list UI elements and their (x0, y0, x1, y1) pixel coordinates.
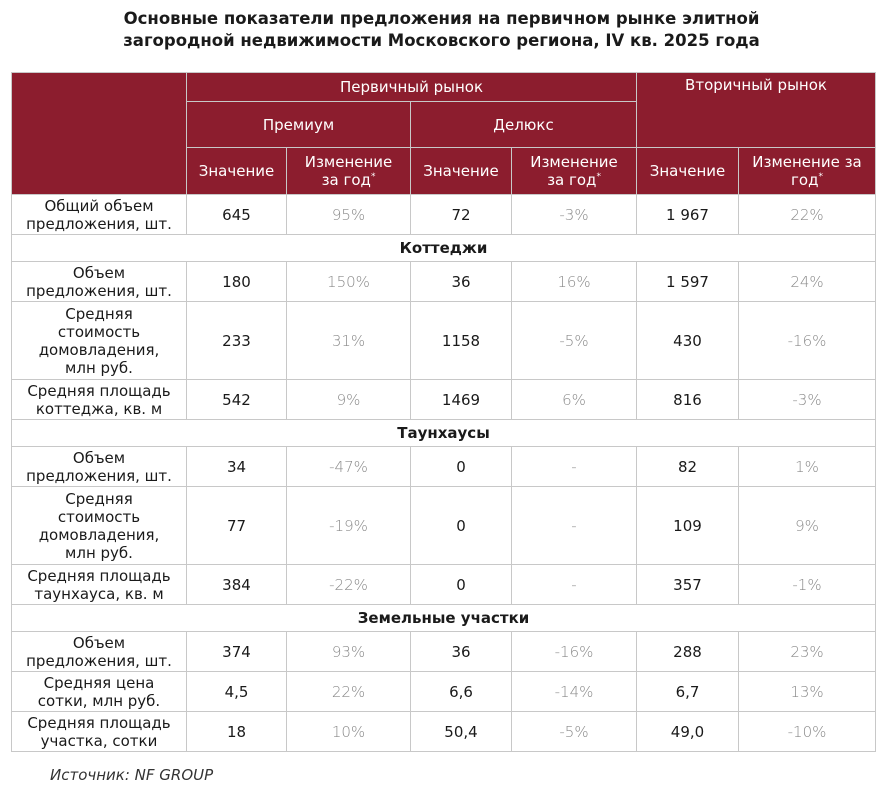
secondary-value: 6,7 (637, 672, 739, 712)
header-corner (12, 73, 187, 195)
premium-value: 374 (187, 632, 287, 672)
label-line: млн руб. (65, 543, 133, 562)
label-line: стоимость (57, 507, 141, 526)
deluxe-change: - (512, 565, 637, 605)
label-line: Объем (72, 263, 126, 282)
change-line-1: Изменение (304, 153, 393, 171)
asterisk: * (596, 172, 601, 182)
premium-change: 95% (287, 195, 411, 235)
row-label (12, 447, 187, 487)
premium-change: 10% (287, 712, 411, 752)
section-townhouses: Таунхаусы (12, 420, 876, 447)
label-line: Средняя цена (43, 673, 155, 692)
label-line: предложения, шт. (26, 651, 172, 670)
label-line: Средняя площадь (27, 566, 171, 585)
deluxe-value: 0 (411, 565, 512, 605)
deluxe-change: - (512, 487, 637, 565)
secondary-value: 49,0 (637, 712, 739, 752)
deluxe-value: 36 (411, 632, 512, 672)
header-premium-value: Значение (187, 148, 287, 195)
label-line: Средняя площадь (27, 713, 171, 732)
premium-value: 180 (187, 262, 287, 302)
label-line: предложения, шт. (26, 466, 172, 485)
header-premium-change (287, 148, 411, 195)
row-label (12, 195, 187, 235)
premium-value: 645 (187, 195, 287, 235)
premium-change: 22% (287, 672, 411, 712)
label-line: предложения, шт. (26, 281, 172, 300)
table-row (12, 632, 876, 672)
label-line: сотки, млн руб. (37, 691, 161, 710)
deluxe-change: -5% (512, 712, 637, 752)
secondary-value: 288 (637, 632, 739, 672)
data-table (11, 72, 876, 752)
secondary-change: 22% (739, 195, 876, 235)
premium-change: 150% (287, 262, 411, 302)
secondary-value: 82 (637, 447, 739, 487)
label-line: Средняя (65, 304, 133, 323)
premium-change: -19% (287, 487, 411, 565)
deluxe-value: 72 (411, 195, 512, 235)
source-note: Источник: NF GROUP (50, 766, 214, 784)
row-label (12, 487, 187, 565)
deluxe-change: -16% (512, 632, 637, 672)
title-line-2: загородной недвижимости Московского региона, IV кв. 2025 года (123, 31, 760, 50)
label-line: Объем (72, 448, 126, 467)
change-line-1: Изменение за (752, 153, 862, 171)
change-line-2: за год (547, 171, 597, 189)
label-line: стоимость (57, 322, 141, 341)
table-row (12, 712, 876, 752)
secondary-change: 24% (739, 262, 876, 302)
secondary-value: 109 (637, 487, 739, 565)
secondary-change: 23% (739, 632, 876, 672)
header-deluxe-change (512, 148, 637, 195)
row-label (12, 262, 187, 302)
premium-value: 34 (187, 447, 287, 487)
table-row (12, 672, 876, 712)
premium-change: -47% (287, 447, 411, 487)
label-line: млн руб. (65, 358, 133, 377)
row-label (12, 302, 187, 380)
deluxe-value: 1469 (411, 380, 512, 420)
header-premium: Премиум (187, 102, 411, 148)
deluxe-change: 16% (512, 262, 637, 302)
secondary-value: 357 (637, 565, 739, 605)
header-deluxe: Делюкс (411, 102, 637, 148)
row-label (12, 712, 187, 752)
secondary-change: 1% (739, 447, 876, 487)
secondary-change: -3% (739, 380, 876, 420)
deluxe-value: 0 (411, 447, 512, 487)
deluxe-change: - (512, 447, 637, 487)
table-row (12, 302, 876, 380)
change-line-1: Изменение (530, 153, 618, 171)
secondary-value: 430 (637, 302, 739, 380)
premium-value: 18 (187, 712, 287, 752)
table-row (12, 565, 876, 605)
table-row (12, 380, 876, 420)
label-line: участка, сотки (40, 731, 158, 750)
label-line: Общий объем (44, 196, 154, 215)
header-primary-market: Первичный рынок (187, 73, 637, 102)
row-label (12, 632, 187, 672)
row-label (12, 672, 187, 712)
row-label (12, 380, 187, 420)
premium-change: 9% (287, 380, 411, 420)
label-line: Средняя площадь (27, 381, 171, 400)
table-row (12, 487, 876, 565)
label-line: домовладения, (38, 340, 160, 359)
deluxe-change: -14% (512, 672, 637, 712)
row-label (12, 565, 187, 605)
deluxe-change: 6% (512, 380, 637, 420)
deluxe-change: -5% (512, 302, 637, 380)
asterisk: * (818, 172, 823, 182)
label-line: Средняя (65, 489, 133, 508)
label-line: таунхауса, кв. м (34, 584, 164, 603)
table-row (12, 262, 876, 302)
header-secondary-change (739, 148, 876, 195)
title-line-1: Основные показатели предложения на первичном рынке элитной (123, 9, 760, 28)
premium-change: -22% (287, 565, 411, 605)
section-land: Земельные участки (12, 605, 876, 632)
change-line-2: год (791, 171, 819, 189)
premium-change: 93% (287, 632, 411, 672)
deluxe-value: 36 (411, 262, 512, 302)
secondary-change: 13% (739, 672, 876, 712)
deluxe-value: 6,6 (411, 672, 512, 712)
table-row (12, 195, 876, 235)
deluxe-change: -3% (512, 195, 637, 235)
premium-value: 542 (187, 380, 287, 420)
section-cottages: Коттеджи (12, 235, 876, 262)
secondary-value: 1 597 (637, 262, 739, 302)
header-secondary-market: Вторичный рынок (637, 73, 876, 148)
deluxe-value: 1158 (411, 302, 512, 380)
label-line: домовладения, (38, 525, 160, 544)
label-line: Объем (72, 633, 126, 652)
asterisk: * (370, 172, 376, 182)
premium-value: 384 (187, 565, 287, 605)
header-secondary-value: Значение (637, 148, 739, 195)
table-title (0, 8, 883, 52)
label-line: предложения, шт. (26, 214, 172, 233)
secondary-change: 9% (739, 487, 876, 565)
secondary-value: 1 967 (637, 195, 739, 235)
table-row (12, 447, 876, 487)
deluxe-value: 0 (411, 487, 512, 565)
premium-value: 4,5 (187, 672, 287, 712)
secondary-change: -10% (739, 712, 876, 752)
change-line-2: за год (321, 171, 371, 189)
premium-value: 233 (187, 302, 287, 380)
deluxe-value: 50,4 (411, 712, 512, 752)
premium-change: 31% (287, 302, 411, 380)
secondary-value: 816 (637, 380, 739, 420)
header-deluxe-value: Значение (411, 148, 512, 195)
label-line: коттеджа, кв. м (35, 399, 163, 418)
secondary-change: -1% (739, 565, 876, 605)
premium-value: 77 (187, 487, 287, 565)
secondary-change: -16% (739, 302, 876, 380)
